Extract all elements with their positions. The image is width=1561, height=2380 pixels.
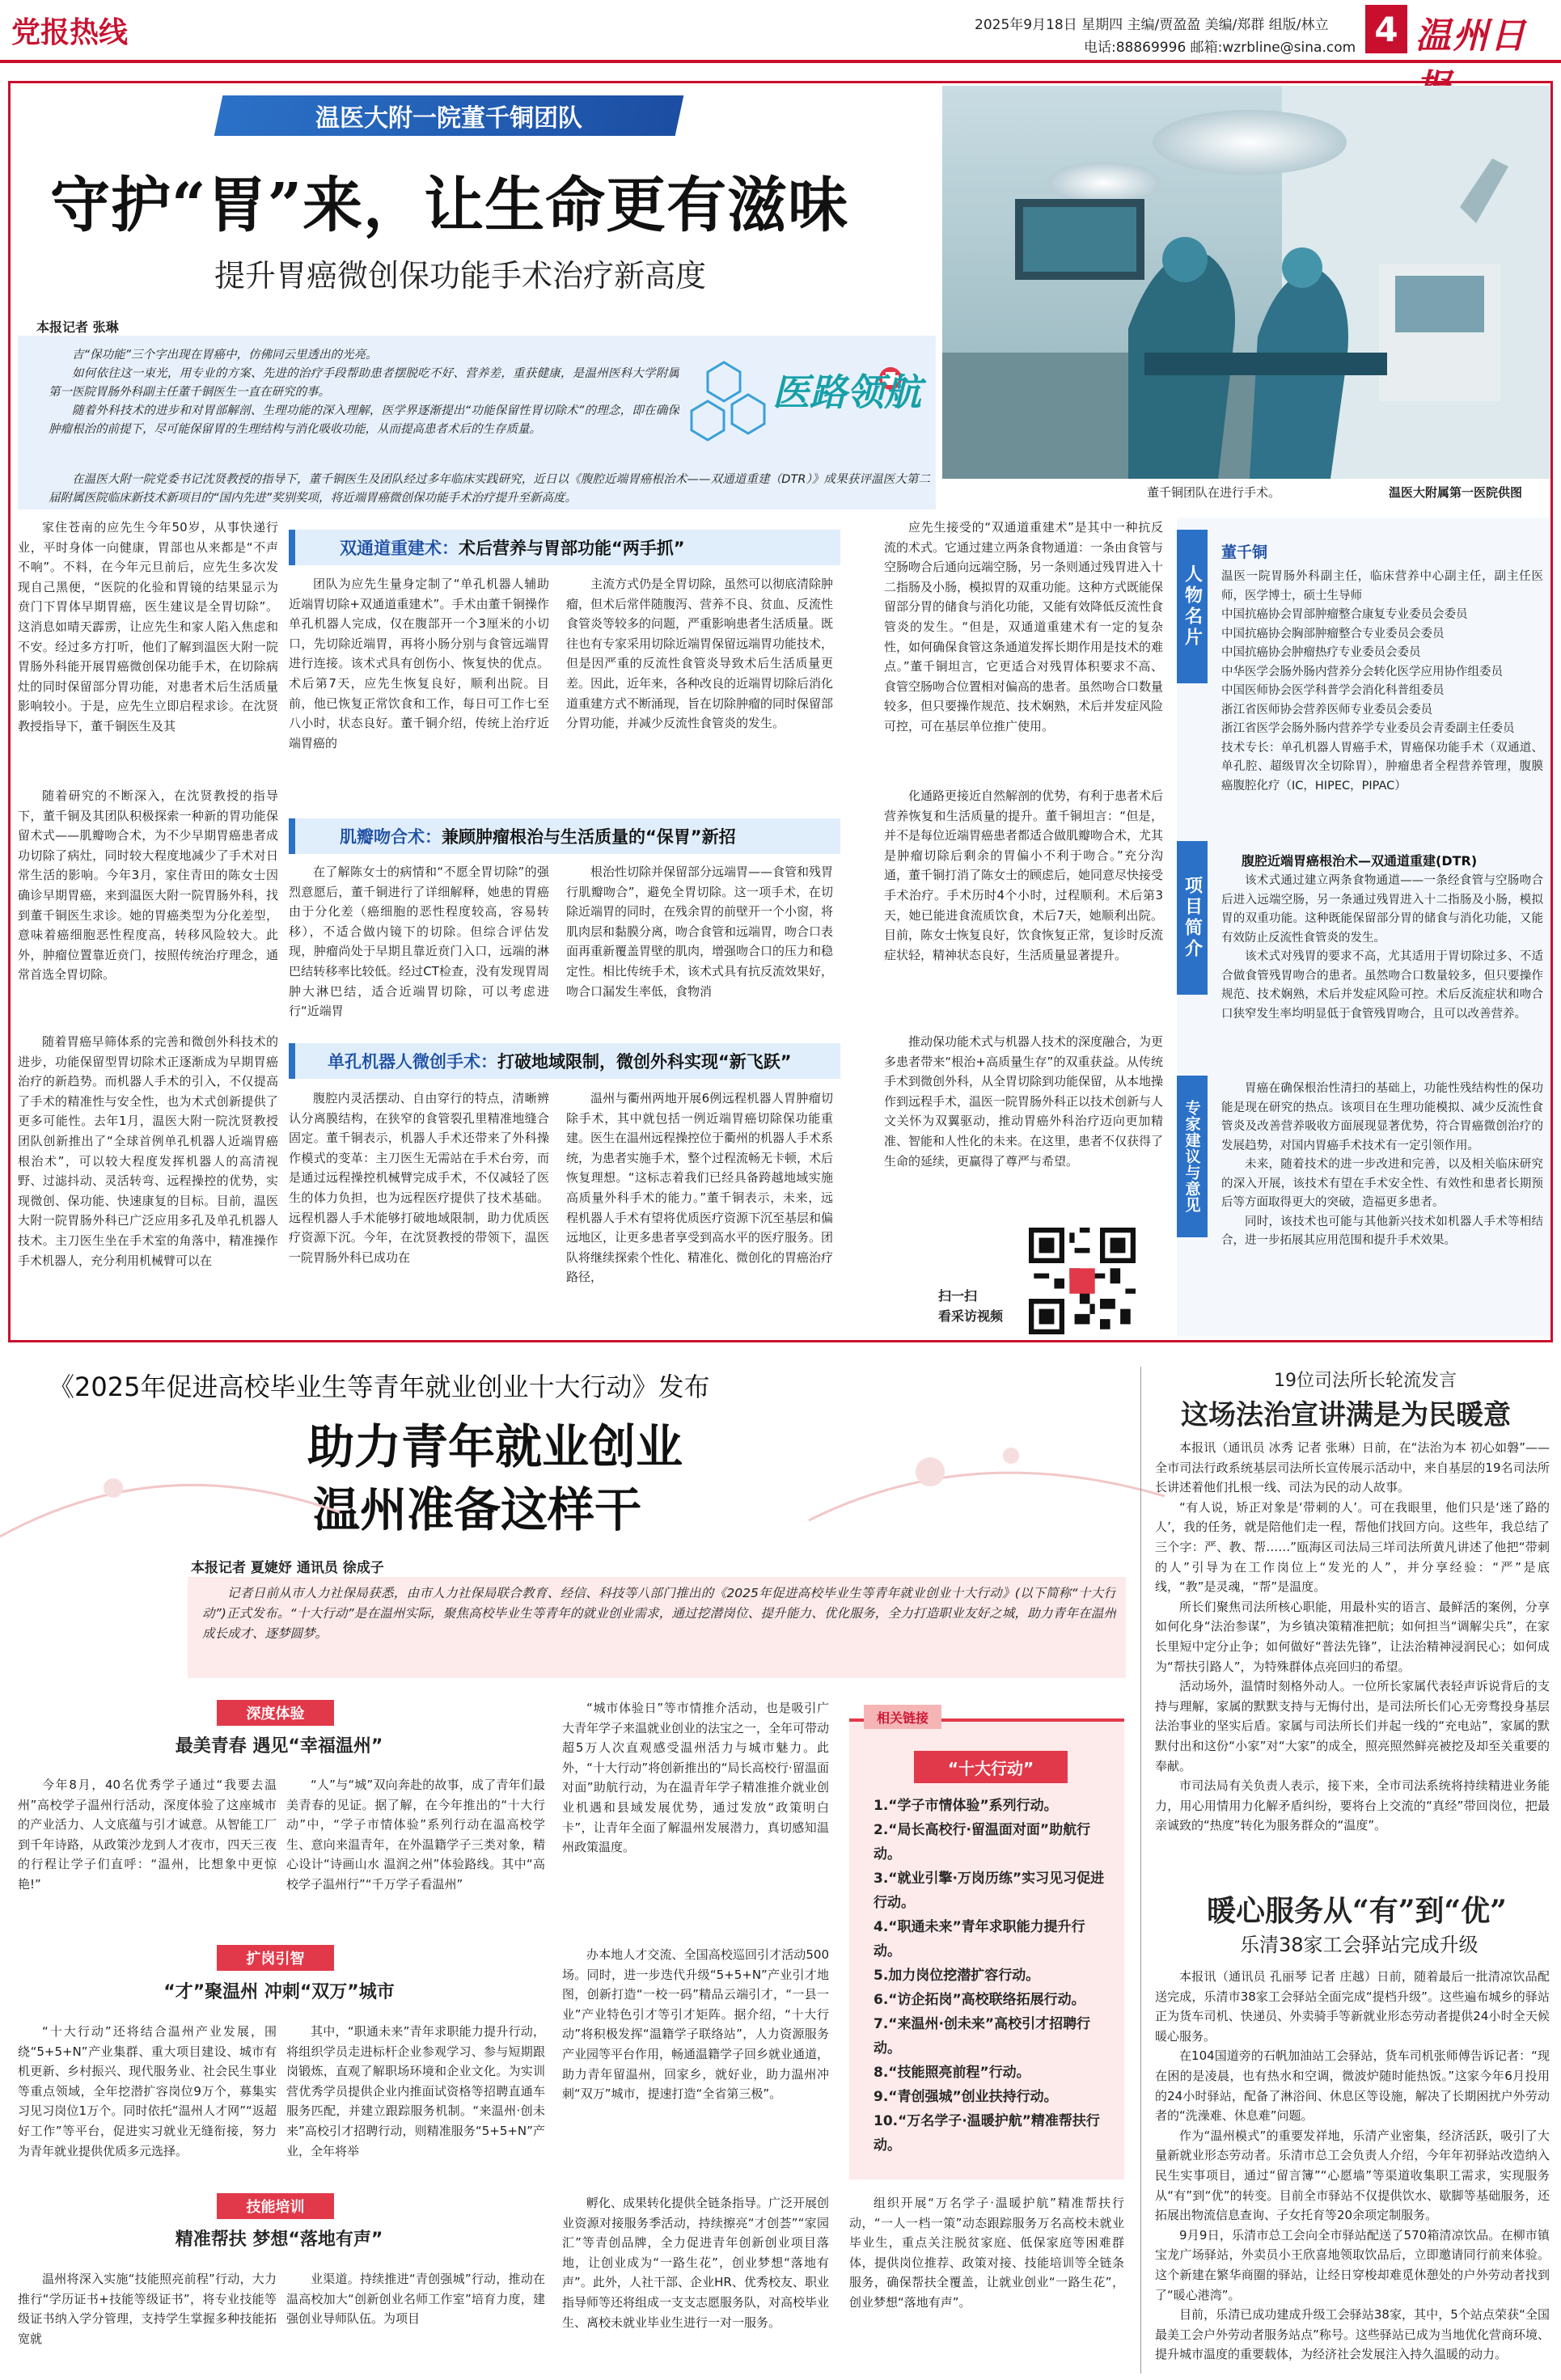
list-item: 6.“访企拓岗”高校联络拓展行动。 bbox=[874, 1992, 1085, 2008]
list-item: 8.“技能照亮前程”行动。 bbox=[874, 2065, 1030, 2081]
s2-col1: “十大行动”还将结合温州产业发展，围绕“5+5+N”产业集群、重大项目建设、城市有机更新、乡村振兴、现代服务业、社会民生事业等重点领域，全年挖潜扩容岗位9万个，募集实习见习岗位1万个。同时依托“温州人才网”“返超好工作”等平台，促进实习就业无缝衔接，努力为青年就业提供优质多元选择。 bbox=[18, 2024, 277, 2158]
story1-byline: 本报记者 张琳 bbox=[36, 319, 119, 335]
qr-label-1: 扫一扫 bbox=[938, 1288, 978, 1304]
related-title: “十大行动” bbox=[914, 1751, 1068, 1783]
project-text: 该术式通过建立两条食物通道——一条经食管与空肠吻合后进入远端空肠，另一条通过残胃进入十二指肠及小肠，模拟胃的双重功能。这种既能保留部分胃的储食与消化功能，又能有效防止反流性食管炎的发生。 该术式对残胃的要求不高，尤其适用于胃切除过多、不适合做食管残胃吻合的患者。虽然吻合口数量较多，但只要操作规范、技术娴熟，术后并发症风险可控。术后反流症状和吻合口狭窄发生率均明显低于食管残胃吻合，且可以改善营养。 bbox=[1221, 874, 1543, 1021]
s2-col2: 其中，“职通未来”青年求职能力提升行动，将组织学员走进标杆企业参观学习、参与短期跟岗锻炼，直观了解职场环境和企业文化。为实训营优秀学员提供企业内推面试资格等招聘直通车服务匹配，并建立跟踪服务机制。“来温州·创未来”高校引才招聘行动，则精准服务“5+5+N”产业，全年将举 bbox=[286, 2024, 545, 2158]
sec1-col3: 应先生接受的“双通道重建术”是其中一种抗反流的术式。它通过建立两条食物通道：一条由食管与空肠吻合后通向远端空肠，另一条则通过残胃进入十二指肠及小肠，模拟胃的双重功能。这种方式既能保留部分胃的储食与消化功能，又能有效降低反流性食管炎的发生。“但是，双通道重建术有一定的复杂性，如何确保食管这条通道发挥长期作用是技术的难点。”董千铜坦言，它更适合对残胃体积要求不高、食管空肠吻合位置相对偏高的患者。虽然吻合口数量较多，但只要操作规范、技术娴熟，术后并发症风险可控，可在基层单位推广使用。 bbox=[884, 520, 1163, 733]
s1-col1: 今年8月，40名优秀学子通过“我要去温州”高校学子温州行活动，深度体验了这座城市的产业活力、人文底蕴与引才诚意。从智能工厂到千年诗路，从政策沙龙到人才夜市，四天三夜的行程让学子们直呼：“温州，比想象中更惊艳!” bbox=[18, 1778, 277, 1892]
s1-title: 最美青春 遇见“幸福温州” bbox=[175, 1736, 383, 1756]
s3-col1: 温州将深入实施“技能照亮前程”行动，大力推行“学历证书+技能等级证书”，将专业技能等级证书纳入学分管理，支持学生掌握多种技能拓宽就 bbox=[18, 2272, 277, 2346]
project-title: 腹腔近端胃癌根治术—双通道重建(DTR) bbox=[1242, 853, 1478, 869]
story1-lead-col: 家住苍南的应先生今年50岁，从事快递行业，平时身体一向健康，胃部也从来都是“不声不响”。不料，在今年元旦前后，应先生多次发现自己黑便，“医院的化验和胃镜的结果显示为贲门下胃体早期胃癌，医生建议是全胃切除”。这消息如晴天霹雳，让应先生和家人陷入焦虑和不安。经过多方打听，他们了解到温医大附一院胃肠外科能开展胃癌微创保功能手术，在切除病灶的同时保留部分胃功能，对患者术后生活质量影响较小。于是，应先生立即启程求诊。在沈贤教授指导下，董千铜医生及其 bbox=[18, 520, 278, 733]
story4-body: 本报讯（通讯员 孔丽琴 记者 庄越）日前，随着最后一批清凉饮品配送完成，乐清市38家工会驿站全面完成“提档升级”。这些遍布城乡的驿站正为货车司机、快递员、外卖骑手等新就业形态劳动者提供24小时全天候暖心服务。 在104国道旁的石帆加油站工会驿站，货车司机张师傅告诉记者：“现在困的是凌晨，也有热水和空调，微波炉随时能热饭。”这家今年6月投用的24小时驿站，配备了淋浴间、休息区等设施，解决了长期困扰户外劳动者的“洗澡难、休息难”问题。 作为“温州模式”的重要发祥地，乐清产业密集，经济活跃，吸引了大量新就业形态劳动者。乐清市总工会负责人介绍，今年年初驿站改造纳入民生实事项目，通过“留言簿”“心愿墙”等渠道收集职工需求，实现服务从“有”到“优”的转变。目前全市驿站不仅提供饮水、歇脚等基础服务，还拓展出物流信息查询、子女托育等20余项定制服务。 9月9日，乐清市总工会向全市驿站配送了570箱清凉饮品。在柳市镇宝龙广场驿站，外卖员小王欣喜地领取饮品后，立即邀请同行前来体验。这个新建在繁华商圈的驿站，让经日穿梭却难觅休憩处的户外劳动者找到了“暖心港湾”。 目前，乐清已成功建成升级工会驿站38家，其中，5个站点荣获“全国最美工会户外劳动者服务站点”称号。这些驿站已成为当地优化营商环境、提升城市温度的重要载体，为经济社会发展注入持久温暖的动力。 bbox=[1155, 1969, 1550, 2362]
sidebar-label-profile: 人物名片 bbox=[1177, 530, 1208, 683]
section-title: 党报热线 bbox=[11, 16, 129, 49]
related-list bbox=[874, 1794, 1108, 2158]
story2-headline-1: 助力青年就业创业 bbox=[307, 1419, 683, 1474]
masthead-logo: 温州日 bbox=[1415, 15, 1527, 57]
sec3-heading bbox=[289, 1043, 840, 1079]
sec2-lead-col: 随着研究的不断深入，在沈贤教授的指导下，董千铜及其团队积极探索一种新的胃功能保留术式——肌瓣吻合术，为不少早期胃癌患者成功切除了病灶，同时较大程度地减少了手术对日常生活的影响。今年3月，家住青田的陈女士因确诊早期胃癌，来到温医大附一院胃肠外科，找到董千铜医生求诊。她的胃癌类型为分化差型，意味着癌细胞恶性程度高，转移风险较大。此外，肿瘤位置靠近贲门，按照传统治疗理念，通常首选全胃切除。 bbox=[18, 788, 278, 983]
header-rule bbox=[0, 60, 1561, 63]
yilu-lingnhang-logo bbox=[683, 340, 930, 461]
sec1-rest: 术后营养与胃部功能“两手抓” bbox=[459, 539, 685, 558]
sec2-heading bbox=[289, 818, 840, 854]
sec3-col3: 推动保功能术式与机器人技术的深度融合，为更多患者带来“根治+高质量生存”的双重获益。从传统手术到微创外科，从全胃切除到功能保留，从本地操作到远程手术，温医一院胃肠外科正以技术创新与人文关怀为双翼驱动，推动胃癌外科治疗迈向更加精准、智能和人性化的未来。在这里，患者不仅获得了生命的延续，更赢得了尊严与希望。 bbox=[884, 1034, 1163, 1169]
sec3-title: 单孔机器人微创手术： bbox=[328, 1052, 497, 1072]
list-item: 4.“职通未来”青年求职能力提升行动。 bbox=[874, 1919, 1085, 1959]
s3-col3: 孵化、成果转化提供全链条指导。广泛开展创业资源对接服务季活动，持续擦亮“才创荟”“家园汇”等青创品牌，全力促进青年创新创业项目落地，让创业成为“一路生花”，创业梦想“落地有声”。此外，人社干部、企业HR、优秀校友、职业指导师等还将组成一支支志愿服务队，对高校毕业生、离校未就业毕业生进行一对一服务。 bbox=[562, 2196, 829, 2330]
person-bio: 温医一院胃肠外科副主任，临床营养中心副主任，副主任医师，医学博士，硕士生导师 中国抗癌协会胃部肿瘤整合康复专业委员会委员 中国抗癌协会胸部肿瘤整合专业委员会委员 中国抗癌协会肿瘤热疗专业委员会委员 中华医学会肠外肠内营养分会转化医学应用协作组委员 中国医师协会医学科普学会消化科普组委员 浙江省医师协会营养医师专业委员会委员 浙江省医学会肠外肠内营养学专业委员会青委副主任委员 技术专长：单孔机器人胃癌手术，胃癌保功能手术（双通道、单孔腔、超级胃次全切除胃），肿瘤患者全程营养管理，腹膜癌腹腔化疗（IC，HIPEC，PIPAC） bbox=[1221, 570, 1543, 793]
s1-tag: 深度体验 bbox=[217, 1700, 334, 1726]
story3-headline: 这场法治宣讲满是为民暖意 bbox=[1181, 1399, 1511, 1431]
sec3-col2: 温州与衢州两地开展6例远程机器人胃肿瘤切除手术，其中就包括一例近端胃癌切除保功能重建。医生在温州远程操控位于衢州的机器人手术系统，为患者实施手术，整个过程流畅无卡顿，术后恢复理想。“这标志着我们已经具备跨越地域实施高质量外科手术的能力。”董千铜表示，未来，远程机器人手术有望将优质医疗资源下沉至基层和偏远地区，让更多患者享受到高水平的医疗服务。团队将继续探索个性化、精准化、微创化的胃癌治疗路径， bbox=[566, 1091, 833, 1285]
story2-kicker: 《2025年促进高校毕业生等青年就业创业十大行动》发布 bbox=[49, 1372, 710, 1402]
expert-text: 胃癌在确保根治性清扫的基础上，功能性残结构性的保功能是现在研究的热点。该项目在生理功能模拟、减少反流性食管炎及改善营养吸收方面展现显著优势，符合胃癌微创治疗的发展趋势，对国内胃癌手术技术有一定引领作用。 未来，随着技术的进一步改进和完善，以及相关临床研究的深入开展，该技术有望在手术安全性、有效性和患者长期预后等方面取得更大的突破，造福更多患者。 同时，该技术也可能与其他新兴技术如机器人手术等相结合，进一步拓展其应用范围和提升手术效果。 bbox=[1221, 1082, 1543, 1247]
logo-text: 医路领航 bbox=[772, 370, 921, 414]
sec3-rest: 打破地域限制，微创外科实现“新飞跃” bbox=[497, 1052, 792, 1072]
qr-code[interactable] bbox=[1029, 1228, 1136, 1334]
story1-intro: 吉“保功能”三个字出现在胃癌中，仿佛同云里透出的光亮。 如何依往这一束光，用专业的方案、先进的治疗手段帮助患者摆脱吃不好、营养差，重获健康，是温州医科大学附属第一医院胃肠外科副主任董千铜医生一直在研究的事。 随着外科技术的进步和对胃部解剖、生理功能的深入理解，医学界逐渐提出“功能保留性胃切除术”的理念，即在确保肿瘤根治的前提下，尽可能保留胃的生理结构与消化吸收功能，从而提高患者术后的生存质量。 bbox=[49, 349, 679, 436]
person-name: 董千铜 bbox=[1221, 543, 1268, 561]
sec3-lead-col: 随着胃癌早筛体系的完善和微创外科技术的进步，功能保留型胃切除术正逐渐成为早期胃癌治疗的新趋势。而机器人手术的引入，不仅提高了手术的精准性与安全性，也为术式创新提供了更多可能性。去年1月，温医大附一院沈贤教授团队创新推出了“全球首例单孔机器人近端胃癌根治术”，可以较大程度发挥机器人的高清视野、过滤抖动、灵活转弯、远程操控的优势，实现微创、保功能、快速康复的目标。目前，温医大附一院胃肠外科已广泛应用多孔及单孔机器人技术。主刀医生坐在手术室的角落中，精准操作手术机器人，充分利用机械臂可以在 bbox=[18, 1034, 278, 1268]
sec1-col2: 主流方式仍是全胃切除，虽然可以彻底清除肿瘤，但术后常伴随腹泻、营养不良、贫血、反流性食管炎等较多的问题，严重影响患者生活质量。既往也有专家采用切除近端胃保留远端胃功能技术，但是因严重的反流性食管炎导致术后生活质量更差。因此，近年来，各种改良的近端胃切除后消化道重建方式不断涌现，旨在切除肿瘤的同时保留部分胃功能，并减少反流性食管炎的发生。 bbox=[566, 577, 833, 731]
list-item: 2.“局长高校行·留温面对面”助航行动。 bbox=[874, 1822, 1091, 1862]
column-divider bbox=[1140, 1367, 1141, 2374]
sec1-col1: 团队为应先生量身定制了“单孔机器人辅助近端胃切除+双通道重建术”。手术由董千铜操作单孔机器人完成，仅在腹部开一个3厘米的小切口，先切除近端胃，再将小肠分别与食管远端胃进行连接。该术式具有创伤小、恢复快的优点。术后第7天，应先生恢复良好，顺利出院。目前，他已恢复正常饮食和工作，每日可工作七至八小时，状态良好。董千铜介绍，传统上治疗近端胃癌的 bbox=[289, 577, 549, 750]
story4-subhead: 乐清38家工会驿站完成升级 bbox=[1240, 1934, 1479, 1956]
story3-kicker: 19位司法所长轮流发言 bbox=[1274, 1371, 1457, 1391]
story2-byline: 本报记者 夏婕妤 通讯员 徐成子 bbox=[191, 1560, 384, 1576]
sidebar-label-expert: 专家建议与意见 bbox=[1177, 1076, 1208, 1237]
related-tag: 相关链接 bbox=[864, 1705, 941, 1729]
story2-intro: 记者日前从市人力社保局获悉，由市人力社保局联合教育、经信、科技等八部门推出的《2025年促进高校毕业生等青年就业创业十大行动》(以下简称“十大行动”)正式发布。“十大行动”是在温州实际，聚焦高校毕业生等青年的就业创业需求，通过挖潜岗位、提升能力、优化服务，全力打造职业友好之城，助力青年在温州成长成才、逐梦圆梦。 bbox=[202, 1586, 1116, 1641]
photo-caption: 董千铜团队在进行手术。 bbox=[1147, 485, 1281, 500]
photo-credit: 温医大附属第一医院供图 bbox=[1389, 485, 1523, 500]
sec1-heading bbox=[289, 530, 840, 565]
date-line: 2025年9月18日 星期四 主编/贾盈盈 美编/郑群 组版/林立 bbox=[975, 17, 1329, 33]
story1-intro-end: 在温医大附一院党委书记沈贤教授的指导下，董千铜医生及团队经过多年临床实践研究，近日以《腹腔近端胃癌根治术——双通道重建（DTR）》成果获评温医大第二届附属医院临床新技术新项目的“国内先进”奖别奖项，将近端胃癌微创保功能手术治疗提升至新高度。 bbox=[49, 473, 930, 505]
sec2-col1: 在了解陈女士的病情和“不愿全胃切除”的强烈意愿后，董千铜进行了详细解释，她患的胃癌由于分化差（癌细胞的恶性程度较高，容易转移），不适合做内镜下的切除。但综合评估发现，肿瘤尚处于早期且靠近贲门入口，远端的淋巴结转移率比较低。经过CT检查，没有发现胃周肿大淋巴结，适合近端胃切除，可以考虑进行“近端胃 bbox=[289, 864, 549, 1019]
s3-tag: 技能培训 bbox=[217, 2193, 334, 2219]
s1-col2: “人”与“城”双向奔赴的故事，成了青年们最美青春的见证。据了解，在今年推出的“十大行动”中，“学子市情体验”系列行动在温高校学生、意向来温青年，在外温籍学子三类对象，精心设计“诗画山水 温润之州”体验路线。其中“高校学子温州行”“千万学子看温州” bbox=[286, 1778, 545, 1892]
s2-title: “才”聚温州 冲刺“双万”城市 bbox=[163, 1982, 395, 2002]
list-item: 3.“就业引擎·万岗历练”实习见习促进行动。 bbox=[874, 1871, 1105, 1911]
list-item: 5.加力岗位挖潜扩容行动。 bbox=[874, 1968, 1040, 1984]
list-item: 9.“青创强城”创业扶持行动。 bbox=[874, 2089, 1058, 2105]
s2-tag: 扩岗引智 bbox=[217, 1945, 334, 1971]
story1-subhead: 提升胃癌微创保功能手术治疗新高度 bbox=[214, 258, 707, 294]
s2-col3: 办本地人才交流、全国高校巡回引才活动500场。同时，进一步迭代升级“5+5+N”产业引才地图，创新打造“一校一码”精品云端引才，“一县一业”产业特色引才等引才矩阵。据介绍，“十大行动”将积极发挥“温籍学子联络站”，人力资源服务产业园等平台作用，畅通温籍学子回乡就业通道，助力青年留温州，回家乡，就好业，助力温州冲刺“双万”城市，提速打造“全省第三极”。 bbox=[562, 1947, 829, 2102]
sec2-title: 肌瓣吻合术： bbox=[340, 827, 442, 847]
sec1-title: 双通道重建术： bbox=[340, 539, 459, 558]
sec2-col3: 化通路更接近自然解剖的优势，有利于患者术后营养恢复和生活质量的提升。董千铜坦言：“但是，并不是每位近端胃癌患者都适合做肌瓣吻合术，尤其是肿瘤切除后剩余的胃偏小不利于吻合。”充分沟通，董千铜打消了陈女士的顾虑后，她同意尽快接受手术治疗。手术历时4个小时，过程顺利。术后第3天，她已能进食流质饮食，术后7天，她顺利出院。目前，陈女士恢复良好，饮食恢复正常，复诊时反流症状轻，精神状态良好，生活质量显著提升。 bbox=[884, 788, 1163, 962]
list-item: 1.“学子市情体验”系列行动。 bbox=[874, 1798, 1058, 1814]
list-item: 7.“来温州·创未来”高校引才招聘行动。 bbox=[874, 2016, 1091, 2057]
story3-body: 本报讯（通讯员 冰秀 记者 张琳）日前，在“法治为本 初心如磐”——全市司法行政系统基层司法所长宣传展示活动中，来自基层的19名司法所长讲述着他们扎根一线、司法为民的动人故事。 “有人说，矫正对象是‘带刺的人’。可在我眼里，他们只是‘迷了路的人’，我的任务，就是陪他们走一程，帮他们找回方向。这些年，我总结了三个字：严、教、帮……”瓯海区司法局三垟司法所黄凡讲述了他把“带刺的人”引导为在工作岗位上“发光的人”，并分享经验：“严”是底线，“教”是灵魂，“帮”是温度。 所长们聚焦司法所核心职能，用最朴实的语言、最鲜活的案例，分享如何化身“法治参谋”，为乡镇决策精准把航；如何担当“调解尖兵”，在家长里短中定分止争；如何做好“普法先锋”，让法治精神浸润民心；如何成为“帮扶引路人”，为特殊群体点亮回归的希望。 活动场外，温情时刻格外动人。一位所长家属代表轻声诉说背后的支持与理解，家属的默默支持与无悔付出，是司法所长们心无旁骛投身基层法治事业的坚实后盾。家属与司法所长们并起一线的“充电站”，家属的默默付出和这份“小家”对“大家”的成全，照亮照然鲜亮被挖及却至关重要的奉献。 市司法局有关负责人表示，接下来，全市司法系统将持续精进业务能力，用心用情用力化解矛盾纠纷，要将台上交流的“真经”带回岗位，把最亲诚致的“热度”转化为服务群众的“温度”。 bbox=[1155, 1440, 1550, 1833]
list-item: 10.“万名学子·温暖护航”精准帮扶行动。 bbox=[874, 2113, 1100, 2154]
story2-headline-2: 温州准备这样干 bbox=[313, 1482, 642, 1537]
sec2-col2: 根治性切除并保留部分远端胃——食管和残胃行肌瓣吻合”，避免全胃切除。这一项手术，在切除近端胃的同时，在残余胃的前壁开一个小窗，将肌肉层和黏膜分离，吻合食管和远端胃，吻合口表面再重新覆盖胃壁的肌肉，增强吻合口的压力和稳定性。相比传统手术，该术式具有抗反流效果好，吻合口漏发生率低，食物消 bbox=[566, 864, 833, 999]
contact-line: 电话:88869996 邮箱:wzrbline@sina.com bbox=[1084, 40, 1356, 56]
s3-title: 精准帮扶 梦想“落地有声” bbox=[175, 2230, 383, 2250]
s3-col4: 组织开展“万名学子·温暖护航”精准帮扶行动，“一人一档一策”动态跟踪服务万名高校未就业毕业生，重点关注脱贫家庭、低保家庭等困难群体，提供岗位推荐、政策对接、技能培训等全链条服务，确保帮扶全覆盖，让就业创业“一路生花”，创业梦想“落地有声”。 bbox=[849, 2196, 1124, 2310]
page-number: 4 bbox=[1365, 5, 1407, 53]
story1-kicker: 温医大附一院董千铜团队 bbox=[214, 95, 684, 136]
story1-headline: 守护“胃”来，让生命更有滋味 bbox=[50, 171, 849, 240]
s1-col3: “城市体验日”等市情推介活动，也是吸引广大青年学子来温就业创业的法宝之一，全年可带动超5万人次直观感受温州活力与城市魅力。此外，“十大行动”将创新推出的“局长高校行·留温面对面”助航行动，为在温青年学子精准推介就业创业机遇和县域发展优势，通过发放“政策明白卡”，让青年全面了解温州发展潜力，真切感知温州政策温度。 bbox=[562, 1701, 829, 1855]
surgery-photo bbox=[942, 86, 1550, 479]
story4-headline: 暖心服务从“有”到“优” bbox=[1207, 1894, 1507, 1928]
sidebar-label-project: 项目简介 bbox=[1177, 841, 1208, 995]
s3-col2: 业渠道。持续推进“青创强城”行动，推动在温高校加大“创新创业名师工作室”培育力度，建强创业导师队伍。为项目 bbox=[286, 2272, 545, 2327]
qr-label-2: 看采访视频 bbox=[938, 1308, 1004, 1324]
sec2-rest: 兼顾肿瘤根治与生活质量的“保胃”新招 bbox=[442, 827, 736, 847]
sec3-col1: 腹腔内灵活摆动、自由穿行的特点，清晰辨认分离膜结构，在狭窄的食管裂孔里精准地缝合固定。董千铜表示，机器人手术还带来了外科操作模式的变革：主刀医生无需站在手术台旁，而是通过远程操控机械臂完成手术，不仅减轻了医生的体力负担，也为远程医疗提供了技术基础。远程机器人手术能够打破地域限制，助力优质医疗资源下沉。今年，在沈贤教授的带领下，温医一院胃肠外科已成功在 bbox=[289, 1091, 549, 1265]
